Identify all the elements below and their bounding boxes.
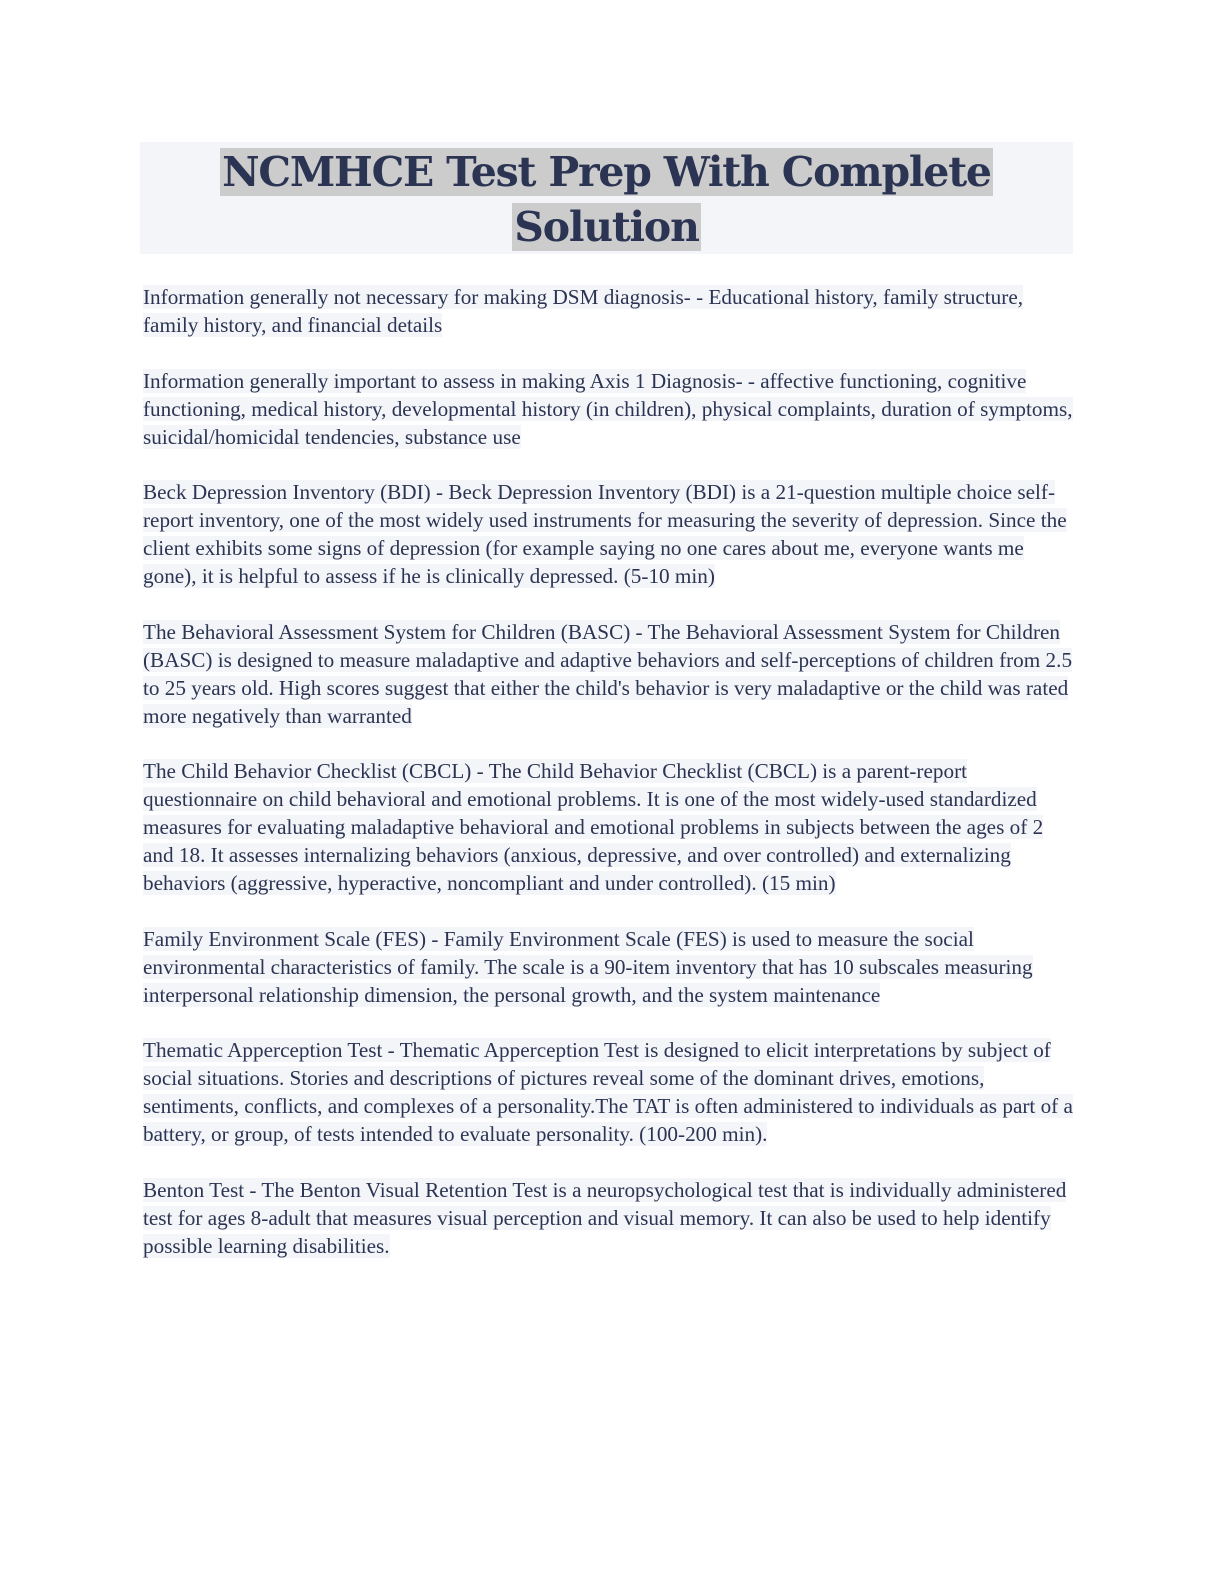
paragraph-text: Benton Test - The Benton Visual Retention Test is a neuropsychological test that is individually administered test for ages 8-adult that measures visual perception and visual memory. It can also be used to help identify possible learning disabilities.: [143, 1177, 1067, 1258]
paragraph-text: Family Environment Scale (FES) - Family Environment Scale (FES) is used to measure the social environmental characteristics of family. The scale is a 90-item inventory that has 10 subscales measuring interpersonal relationship dimension, the personal growth, and the system maintenance: [143, 926, 1033, 1007]
paragraph-text: Information generally important to assess in making Axis 1 Diagnosis- - affective functioning, cognitive functioning, medical history, developmental history (in children), physical complaints, duration of symptoms, suicidal/homicidal tendencies, substance use: [143, 368, 1073, 449]
paragraph-text: Information generally not necessary for making DSM diagnosis- - Educational history, family structure, family history, and financial details: [143, 285, 1024, 337]
title-box: [140, 142, 1073, 254]
title-line-1: NCMHCE Test Prep With Complete: [222, 148, 991, 196]
paragraph-benton: [143, 1176, 1073, 1260]
paragraph-bdi: [143, 478, 1073, 590]
paragraph-text: The Behavioral Assessment System for Children (BASC) - The Behavioral Assessment System for Children (BASC) is designed to measure maladaptive and adaptive behaviors and self-perceptions of children from 2.5 to 25 years old. High scores suggest that either the child's behavior is very maladaptive or the child was rated more negatively than warranted: [143, 619, 1073, 728]
paragraph-cbcl: [143, 757, 1073, 897]
paragraph-text: Beck Depression Inventory (BDI) - Beck Depression Inventory (BDI) is a 21-question multiple choice self-report inventory, one of the most widely used instruments for measuring the severity of depression. Since the client exhibits some signs of depression (for example saying no one cares about me, everyone wants me gone), it is helpful to assess if he is clinically depressed. (5-10 min): [143, 480, 1067, 588]
paragraph-fes: [143, 925, 1073, 1009]
paragraph-axis1-important: [143, 367, 1073, 451]
document-body: [143, 283, 1073, 1287]
paragraph-text: The Child Behavior Checklist (CBCL) - The Child Behavior Checklist (CBCL) is a parent-report questionnaire on child behavioral and emotional problems. It is one of the most widely-used standardized measures for evaluating maladaptive behavioral and emotional problems in subjects between the ages of 2 and 18. It assesses internalizing behaviors (anxious, depressive, and over controlled) and externalizing behaviors (aggressive, hyperactive, noncompliant and under controlled). (15 min): [143, 759, 1044, 895]
title-line-2: Solution: [514, 203, 699, 251]
paragraph-text: Thematic Apperception Test - Thematic Apperception Test is designed to elicit interpretations by subject of social situations. Stories and descriptions of pictures reveal some of the dominant drives, emotions, sentiments, conflicts, and complexes of a personality.The TAT is often administered to individuals as part of a battery, or group, of tests intended to evaluate personality. (100-200 min).: [143, 1038, 1073, 1146]
paragraph-dsm-not-necessary: [143, 283, 1073, 339]
page-title: [140, 142, 1073, 255]
paragraph-basc: [143, 618, 1073, 730]
paragraph-tat: [143, 1036, 1073, 1148]
